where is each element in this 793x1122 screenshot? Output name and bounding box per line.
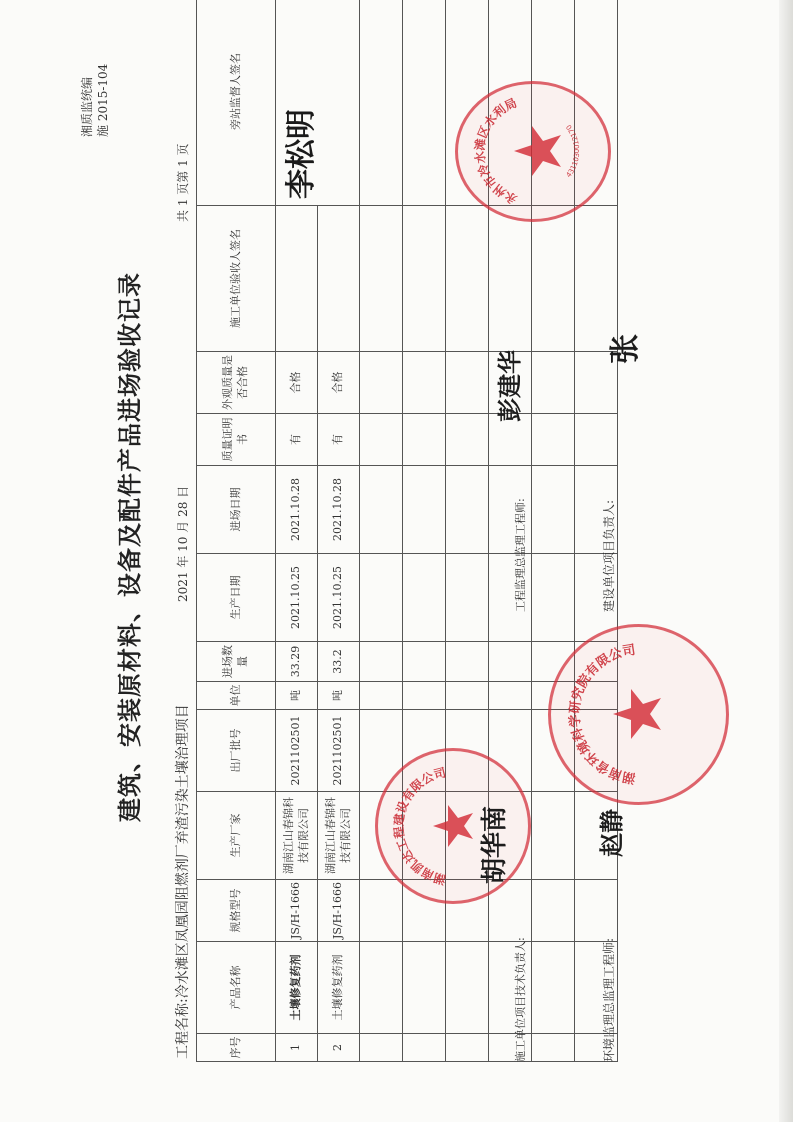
table-cell: 2021.10.25	[276, 554, 318, 642]
env-supervisor-signature: 赵静	[598, 809, 626, 857]
table-cell: 2021102501	[276, 710, 318, 792]
form-number: 施 2015-104	[96, 63, 110, 137]
table-cell	[403, 466, 446, 554]
header-cell: 产品名称	[197, 942, 276, 1034]
tech-lead-signature: 胡华南	[480, 805, 510, 884]
table-cell	[575, 414, 618, 466]
table-cell	[446, 466, 489, 554]
table-cell: 2021.10.25	[318, 554, 360, 642]
table-cell	[532, 206, 575, 352]
table-cell	[532, 880, 575, 942]
header-cell: 质量证明书	[197, 414, 276, 466]
table-cell	[532, 352, 575, 414]
svg-text:4311030012170	[565, 123, 581, 179]
table-cell: 1	[276, 1034, 318, 1062]
table-cell	[360, 466, 403, 554]
table-cell	[532, 942, 575, 1034]
record-date: 2021 年 10 月 28 日	[176, 485, 190, 602]
seal-2-text: 湖南省环境科学研究院有限公司	[567, 642, 637, 786]
owner-lead-label: 建设单位项目负责人:	[602, 499, 616, 612]
table-cell: 2021102501	[318, 710, 360, 792]
table-cell: 33.29	[276, 642, 318, 682]
header-cell: 施工单位验收人签名	[197, 206, 276, 352]
project-name: 工程名称:冷水滩区凤凰园阻燃剂厂弃渣污染土壤治理项目	[175, 704, 191, 1059]
seal-2-graphic	[551, 627, 726, 802]
table-cell	[575, 880, 618, 942]
table-cell	[360, 206, 403, 352]
table-cell	[360, 1034, 403, 1062]
table-cell	[403, 352, 446, 414]
seal-3-text: 永州市冷水滩区水利局	[472, 95, 520, 207]
seal-3-graphic	[458, 84, 608, 219]
env-supervisor-label: 环境监理总监理工程师:	[602, 937, 616, 1062]
table-cell	[446, 352, 489, 414]
table-cell	[403, 554, 446, 642]
table-cell	[575, 206, 618, 352]
supervisor-signature-cell	[276, 0, 360, 206]
table-cell: 吨	[276, 682, 318, 710]
table-cell	[403, 682, 446, 710]
document-title: 建筑、安装原材料、设备及配件产品进场验收记录	[115, 272, 144, 822]
table-cell	[403, 1034, 446, 1062]
table-cell	[276, 206, 318, 352]
table-cell	[446, 682, 489, 710]
header-cell: 单位	[197, 682, 276, 710]
table-cell: 吨	[318, 682, 360, 710]
table-cell: 土壤修复药剂	[318, 942, 360, 1034]
table-cell	[532, 466, 575, 554]
table-cell	[318, 206, 360, 352]
header-cell: 生产日期	[197, 554, 276, 642]
table-cell	[489, 206, 532, 352]
chief-supervisor-signature: 彭建华	[496, 350, 524, 422]
table-cell	[446, 414, 489, 466]
table-cell	[403, 206, 446, 352]
table-row	[276, 0, 318, 1062]
table-row	[360, 0, 403, 1062]
header-cell: 出厂批号	[197, 710, 276, 792]
table-cell	[446, 554, 489, 642]
table-cell	[360, 942, 403, 1034]
table-cell	[360, 0, 403, 206]
header-cell: 生产厂家	[197, 792, 276, 880]
table-cell: 合格	[318, 352, 360, 414]
table-cell: 湖南江山春锦科技有限公司	[318, 792, 360, 880]
table-cell	[532, 792, 575, 880]
table-cell	[532, 414, 575, 466]
table-cell	[446, 206, 489, 352]
table-cell: 2	[318, 1034, 360, 1062]
star-icon	[433, 805, 473, 847]
star-icon	[613, 689, 661, 739]
seal-1-text: 湖南凯达工程建设有限公司	[391, 765, 448, 887]
header-cell: 进场数量	[197, 642, 276, 682]
header-cell: 规格型号	[197, 880, 276, 942]
form-code: 湘质监统编	[80, 76, 94, 137]
svg-text:永州市冷水滩区水利局	[472, 96, 519, 207]
header-cell: 序号	[197, 1034, 276, 1062]
table-cell	[446, 1034, 489, 1062]
table-cell: 有	[276, 414, 318, 466]
table-cell: 2021.10.28	[276, 466, 318, 554]
table-cell	[446, 642, 489, 682]
table-cell: 湖南江山春锦科技有限公司	[276, 792, 318, 880]
agency-seal	[455, 81, 611, 222]
table-header-row	[197, 0, 276, 1062]
table-cell: 土壤修复药剂	[276, 942, 318, 1034]
owner-signature: 张	[608, 334, 643, 364]
construction-tech-lead-label: 施工单位项目技术负责人:	[514, 937, 527, 1062]
header-cell: 进场日期	[197, 466, 276, 554]
table-cell	[360, 554, 403, 642]
table-cell	[403, 642, 446, 682]
table-cell	[360, 642, 403, 682]
star-icon	[514, 126, 561, 176]
table-cell	[360, 682, 403, 710]
table-cell: 2021.10.28	[318, 466, 360, 554]
table-cell: JS/H-1666	[318, 880, 360, 942]
table-cell	[446, 942, 489, 1034]
header-cell: 外观质量是否合格	[197, 352, 276, 414]
supervisor-signature: 李松明	[284, 109, 319, 199]
table-cell	[489, 682, 532, 710]
header-cell: 旁站监督人签名	[197, 0, 276, 206]
table-cell	[403, 942, 446, 1034]
table-cell: 33.2	[318, 642, 360, 682]
table-cell	[360, 352, 403, 414]
table-cell	[403, 0, 446, 206]
table-cell	[403, 414, 446, 466]
table-cell: JS/H-1666	[276, 880, 318, 942]
table-cell	[532, 1034, 575, 1062]
table-cell	[489, 642, 532, 682]
page-info: 共 1 页第 1 页	[176, 143, 190, 222]
chief-supervisor-label: 工程监理总监理工程师:	[514, 498, 527, 612]
company-seal-2	[548, 624, 729, 805]
table-cell: 有	[318, 414, 360, 466]
table-cell	[360, 414, 403, 466]
seal-3-number: 4311030012170	[564, 122, 582, 180]
table-cell: 合格	[276, 352, 318, 414]
